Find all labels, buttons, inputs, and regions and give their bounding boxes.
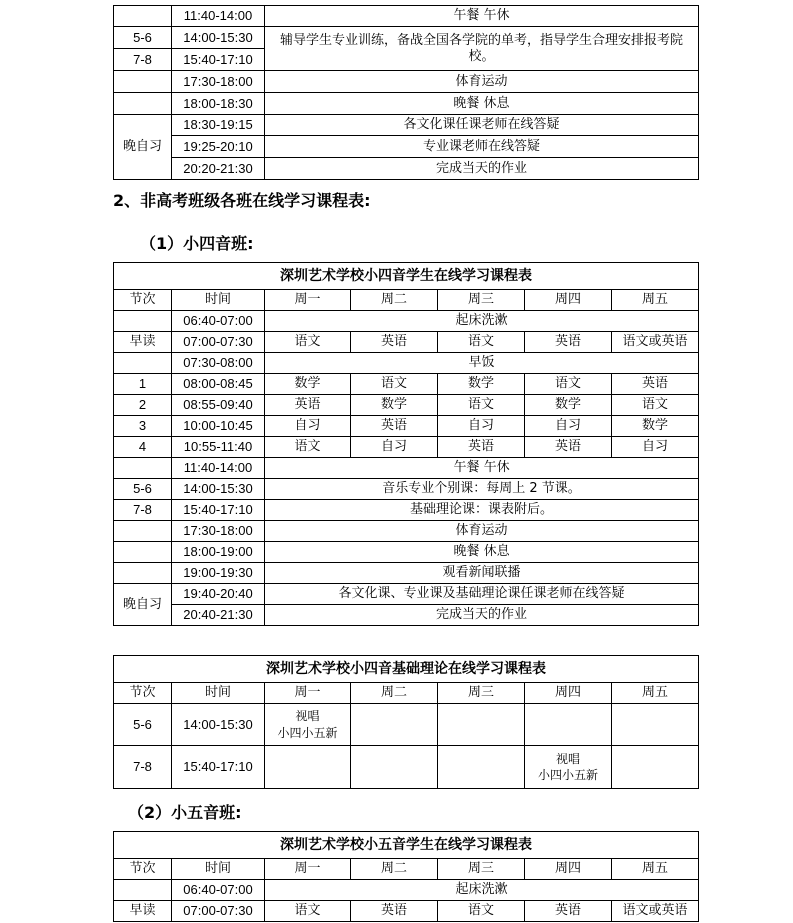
column-header: 周五 [612,859,699,880]
activity-cell: 起床洗漱 [265,880,699,901]
time-cell: 20:20-21:30 [172,158,265,180]
class-cell [438,704,525,746]
time-cell: 14:00-15:30 [172,27,265,49]
subsection-heading: （1）小四音班: [140,234,254,253]
section-heading: 2、非高考班级各班在线学习课程表: [113,191,371,210]
column-header: 时间 [172,859,265,880]
class-group: 小四小五新 [537,768,598,782]
class-cell [351,746,438,789]
period-cell: 2 [114,395,172,416]
time-cell: 07:00-07:30 [172,332,265,353]
subject-cell: 语文 [265,332,351,353]
activity-cell: 完成当天的作业 [265,158,699,180]
class-cell [351,704,438,746]
activity-cell: 各文化课、专业课及基础理论课任课老师在线答疑 [265,584,699,605]
column-header: 周三 [438,859,525,880]
course-name: 视唱 [555,751,580,766]
activity-cell: 晚餐 休息 [265,542,699,563]
subsection-heading: （2）小五音班: [128,803,242,822]
period-cell [114,458,172,479]
period-cell: 5-6 [114,27,172,49]
schedule-table-xiaowu [113,831,699,922]
period-cell [114,521,172,542]
period-cell [114,880,172,901]
subject-cell: 自习 [438,416,525,437]
time-cell: 06:40-07:00 [172,311,265,332]
subject-cell: 语文 [438,901,525,922]
subject-cell: 数学 [351,395,438,416]
time-cell: 08:00-08:45 [172,374,265,395]
time-cell: 08:55-09:40 [172,395,265,416]
class-cell [525,704,612,746]
subject-cell: 语文 [612,395,699,416]
column-header: 周五 [612,290,699,311]
table-title: 深圳艺术学校小五音学生在线学习课程表 [114,832,699,859]
activity-cell: 午餐 午休 [265,6,699,27]
time-cell: 11:40-14:00 [172,6,265,27]
subject-cell: 语文 [525,374,612,395]
subject-cell: 数学 [525,395,612,416]
subject-cell: 语文 [265,437,351,458]
class-cell [265,704,351,746]
column-header: 周一 [265,290,351,311]
period-cell: 晚自习 [114,115,172,180]
activity-cell: 起床洗漱 [265,311,699,332]
activity-cell: 午餐 午休 [265,458,699,479]
column-header: 周一 [265,859,351,880]
subject-cell: 语文 [438,332,525,353]
period-cell: 3 [114,416,172,437]
period-cell [114,563,172,584]
course-name: 视唱 [295,709,320,724]
subject-cell: 语文 [351,374,438,395]
time-cell: 10:55-11:40 [172,437,265,458]
subject-cell: 数学 [612,416,699,437]
column-header: 周三 [438,683,525,704]
activity-cell: 早饭 [265,353,699,374]
period-cell: 1 [114,374,172,395]
subject-cell: 英语 [612,374,699,395]
subject-cell: 英语 [438,437,525,458]
activity-cell: 音乐专业个别课：每周上 2 节课。 [265,479,699,500]
column-header: 周四 [525,859,612,880]
class-cell [612,704,699,746]
subject-cell: 语文 [265,901,351,922]
period-cell: 5-6 [114,704,172,746]
column-header: 周二 [351,290,438,311]
activity-cell: 观看新闻联播 [265,563,699,584]
subject-cell: 英语 [351,416,438,437]
time-cell: 17:30-18:00 [172,521,265,542]
activity-cell: 专业课老师在线答疑 [265,136,699,158]
activity-cell: 基础理论课：课表附后。 [265,500,699,521]
period-cell: 7-8 [114,500,172,521]
class-cell [438,746,525,789]
period-cell: 早读 [114,901,172,922]
column-header: 节次 [114,683,172,704]
subject-cell: 英语 [351,332,438,353]
column-header: 时间 [172,683,265,704]
time-cell: 14:00-15:30 [172,479,265,500]
time-cell: 06:40-07:00 [172,880,265,901]
activity-cell: 晚餐 休息 [265,93,699,115]
subject-cell: 语文或英语 [612,901,699,922]
subject-cell: 自习 [612,437,699,458]
subject-cell: 自习 [265,416,351,437]
subject-cell: 语文 [438,395,525,416]
period-cell [114,353,172,374]
time-cell: 07:00-07:30 [172,901,265,922]
subject-cell: 自习 [351,437,438,458]
period-cell [114,6,172,27]
table-title: 深圳艺术学校小四音基础理论在线学习课程表 [114,656,699,683]
period-cell: 早读 [114,332,172,353]
column-header: 周五 [612,683,699,704]
column-header: 周一 [265,683,351,704]
time-cell: 11:40-14:00 [172,458,265,479]
subject-cell: 英语 [265,395,351,416]
period-cell: 4 [114,437,172,458]
subject-cell: 数学 [265,374,351,395]
subject-cell: 英语 [525,437,612,458]
time-cell: 18:00-18:30 [172,93,265,115]
time-cell: 19:00-19:30 [172,563,265,584]
subject-cell: 语文或英语 [612,332,699,353]
column-header: 节次 [114,859,172,880]
period-cell: 晚自习 [114,584,172,626]
period-cell: 7-8 [114,49,172,71]
period-cell [114,542,172,563]
period-cell: 5-6 [114,479,172,500]
column-header: 时间 [172,290,265,311]
time-cell: 07:30-08:00 [172,353,265,374]
column-header: 周三 [438,290,525,311]
column-header: 周四 [525,290,612,311]
activity-cell: 辅导学生专业训练，备战全国各学院的单考，指导学生合理安排报考院校。 [265,27,699,71]
schedule-table-xiaosi [113,262,699,626]
time-cell: 17:30-18:00 [172,71,265,93]
class-cell [525,746,612,789]
time-cell: 15:40-17:10 [172,500,265,521]
subject-cell: 数学 [438,374,525,395]
subject-cell: 自习 [525,416,612,437]
period-cell: 7-8 [114,746,172,789]
activity-cell: 各文化课任课老师在线答疑 [265,115,699,136]
theory-schedule-table [113,655,699,789]
activity-cell: 完成当天的作业 [265,605,699,626]
time-cell: 19:40-20:40 [172,584,265,605]
period-cell [114,311,172,332]
time-cell: 15:40-17:10 [172,49,265,71]
time-cell: 20:40-21:30 [172,605,265,626]
subject-cell: 英语 [525,332,612,353]
column-header: 周二 [351,683,438,704]
column-header: 周四 [525,683,612,704]
table-title: 深圳艺术学校小四音学生在线学习课程表 [114,263,699,290]
column-header: 周二 [351,859,438,880]
time-cell: 14:00-15:30 [172,704,265,746]
time-cell: 18:00-19:00 [172,542,265,563]
class-cell [612,746,699,789]
period-cell [114,93,172,115]
column-header: 节次 [114,290,172,311]
activity-cell: 体育运动 [265,71,699,93]
subject-cell: 英语 [525,901,612,922]
time-cell: 15:40-17:10 [172,746,265,789]
subject-cell: 英语 [351,901,438,922]
time-cell: 18:30-19:15 [172,115,265,136]
time-cell: 19:25-20:10 [172,136,265,158]
class-group: 小四小五新 [277,725,338,740]
activity-cell: 体育运动 [265,521,699,542]
class-cell [265,746,351,789]
period-cell [114,71,172,93]
time-cell: 10:00-10:45 [172,416,265,437]
schedule-table-continued [113,5,699,180]
